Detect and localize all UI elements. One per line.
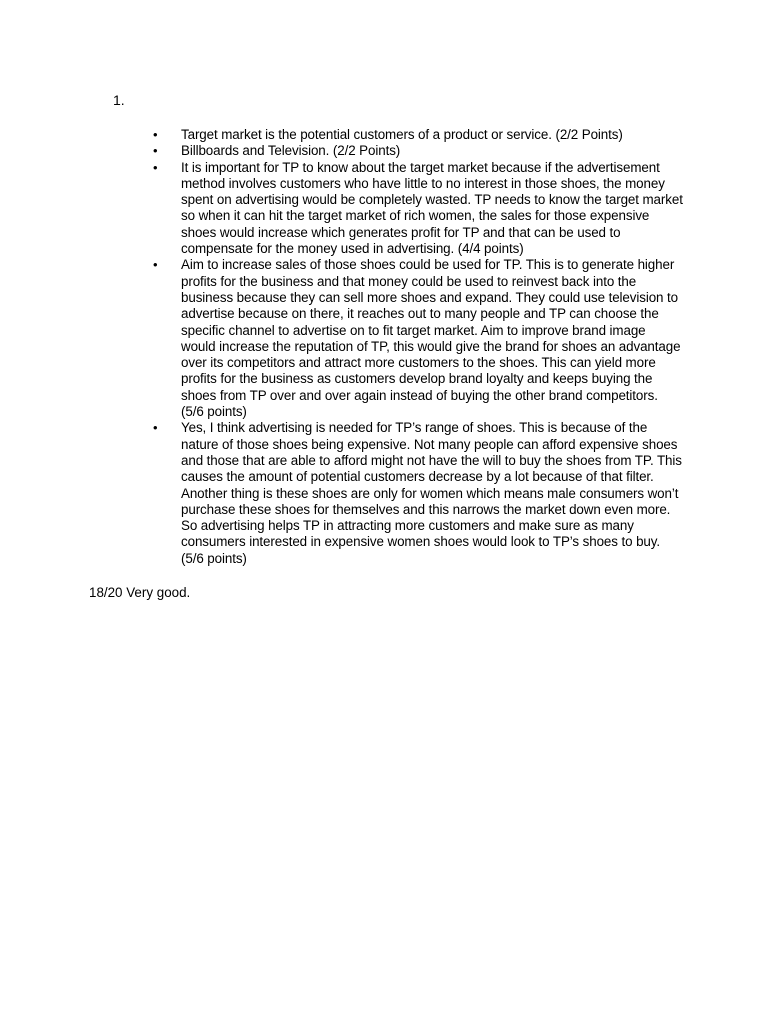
question-number: 1.	[113, 92, 125, 108]
answer-item-advertising-needed	[153, 420, 683, 567]
answer-item-methods	[153, 143, 683, 159]
bullet-icon: •	[153, 127, 158, 142]
answer-text: It is important for TP to know about the target market because if the advertisement method involves customers who have little to no interest in those shoes, the money spent on advertising would be completely wasted. TP needs to know the target market so when it can hit the target market of rich women, the sales for those expensive shoes would increase which generates profit for TP and that can be used to compensate for the money used in advertising. (4/4 points)	[181, 159, 683, 257]
answer-text: Aim to increase sales of those shoes could be used for TP. This is to generate higher profits for the business and that money could be used to reinvest back into the business because they can sell more shoes and expand. They could use television to advertise because on there, it reaches out to many people and TP can choose the specific channel to advertise on to fit target market. Aim to improve brand image would increase the reputation of TP, this would give the brand for shoes an advantage over its competitors and attract more customers to the shoes. This can yield more profits for the business as customers develop brand loyalty and keeps buying the shoes from TP over and over again instead of buying the other brand competitors. (5/6 points)	[181, 257, 681, 420]
answer-text: Yes, I think advertising is needed for TP’s range of shoes. This is because of the nature of those shoes being expensive. Not many people can afford expensive shoes and those that are able to afford might not have the will to buy the shoes from TP. This causes the amount of potential customers decrease by a lot because of that filter. Another thing is these shoes are only for women which means male consumers won’t purchase these shoes for themselves and this narrows the market down even more. So advertising helps TP in attracting more customers and make sure as many consumers interested in expensive women shoes would look to TP’s shoes to buy. (5/6 points)	[181, 420, 682, 566]
answer-text: Target market is the potential customers of a product or service. (2/2 Points)	[181, 127, 623, 142]
bullet-icon: •	[153, 143, 158, 159]
answer-item-aims	[153, 257, 683, 420]
answer-item-definition	[153, 127, 683, 143]
answer-list	[153, 127, 683, 567]
bullet-icon: •	[153, 257, 158, 273]
total-score: 18/20 Very good.	[89, 585, 191, 600]
bullet-icon: •	[153, 420, 158, 436]
bullet-icon: •	[153, 159, 158, 175]
answer-item-target-market	[153, 160, 683, 258]
answer-text: Billboards and Television. (2/2 Points)	[181, 143, 401, 159]
